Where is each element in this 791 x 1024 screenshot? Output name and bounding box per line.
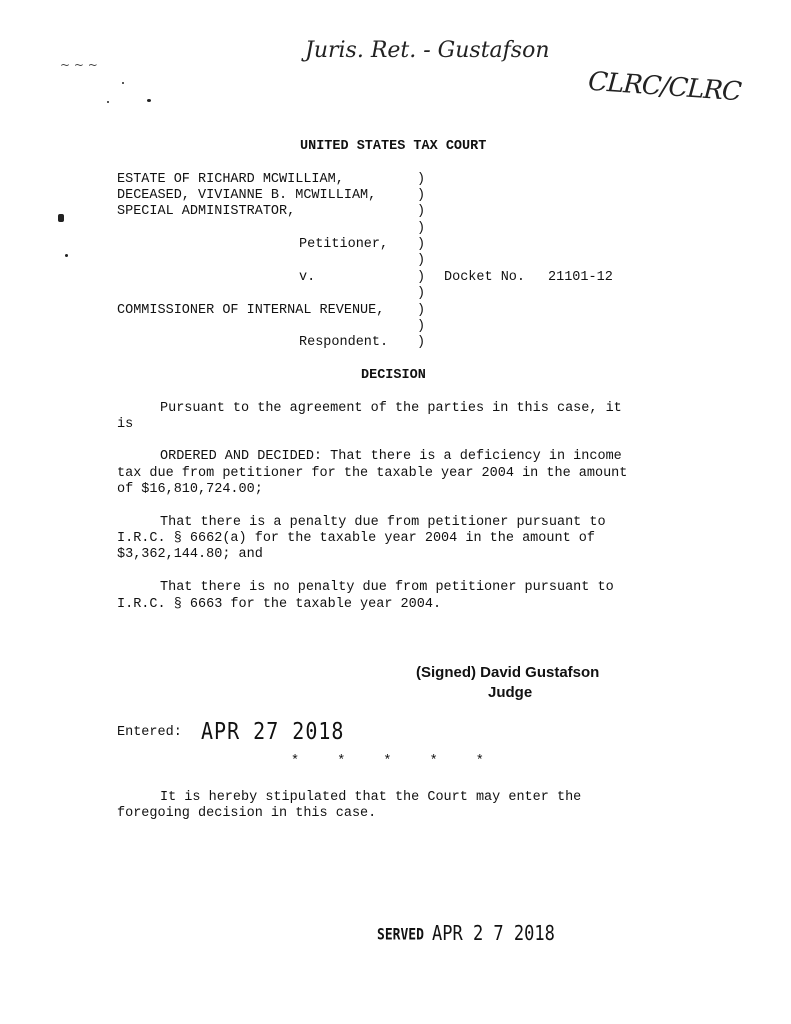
judge-title: Judge bbox=[488, 684, 533, 701]
decision-paragraph-line: of $16,810,724.00; bbox=[117, 482, 263, 497]
decision-paragraph-line: Pursuant to the agreement of the parties in this case, it bbox=[160, 401, 622, 416]
stipulation-line: foregoing decision in this case. bbox=[117, 806, 377, 821]
respondent-name: COMMISSIONER OF INTERNAL REVENUE, bbox=[117, 303, 385, 318]
court-title: UNITED STATES TAX COURT bbox=[300, 139, 487, 154]
caption-bracket: ) bbox=[417, 253, 426, 268]
handwritten-note: Juris. Ret. - Gustafson bbox=[305, 38, 550, 63]
scan-speck bbox=[58, 214, 64, 222]
decision-paragraph-line: That there is no penalty due from petitioner pursuant to bbox=[160, 580, 614, 595]
caption-bracket: ) bbox=[417, 286, 426, 301]
decision-paragraph-line: That there is a penalty due from petitioner pursuant to bbox=[160, 515, 606, 530]
petitioner-label: Petitioner, bbox=[299, 237, 389, 252]
caption-bracket: ) bbox=[417, 237, 426, 252]
caption-bracket: ) bbox=[417, 270, 426, 285]
docket-label: Docket No. bbox=[444, 270, 526, 285]
versus-label: v. bbox=[299, 270, 316, 285]
entered-label: Entered: bbox=[117, 725, 182, 740]
decision-paragraph-line: is bbox=[117, 417, 134, 432]
petitioner-line: SPECIAL ADMINISTRATOR, bbox=[117, 204, 296, 219]
caption-bracket: ) bbox=[417, 221, 426, 236]
docket-number: 21101-12 bbox=[548, 270, 613, 285]
signature-line: (Signed) David Gustafson bbox=[416, 664, 600, 681]
scan-speck bbox=[107, 101, 109, 103]
caption-bracket: ) bbox=[417, 188, 426, 203]
petitioner-line: ESTATE OF RICHARD MCWILLIAM, bbox=[117, 172, 344, 187]
caption-bracket: ) bbox=[417, 335, 426, 350]
scan-speck bbox=[65, 254, 68, 257]
petitioner-line: DECEASED, VIVIANNE B. MCWILLIAM, bbox=[117, 188, 377, 203]
served-date: APR 2 7 2018 bbox=[432, 922, 555, 946]
scan-speck bbox=[147, 99, 151, 102]
decision-paragraph-line: $3,362,144.80; and bbox=[117, 547, 263, 562]
entered-date-stamp: APR 27 2018 bbox=[201, 717, 345, 745]
caption-bracket: ) bbox=[417, 204, 426, 219]
margin-scribble: ~ ~ ~ bbox=[60, 58, 98, 72]
separator-stars: * * * * * bbox=[291, 754, 484, 769]
caption-bracket: ) bbox=[417, 319, 426, 334]
caption-bracket: ) bbox=[417, 172, 426, 187]
caption-bracket: ) bbox=[417, 303, 426, 318]
stipulation-line: It is hereby stipulated that the Court may enter the bbox=[160, 790, 582, 805]
decision-paragraph-line: I.R.C. § 6663 for the taxable year 2004. bbox=[117, 597, 442, 612]
decision-heading: DECISION bbox=[361, 368, 426, 383]
handwritten-initials: CLRC/CLRC bbox=[587, 66, 742, 108]
decision-paragraph-line: ORDERED AND DECIDED: That there is a deficiency in income bbox=[160, 449, 622, 464]
served-label: SERVED bbox=[377, 926, 424, 945]
decision-paragraph-line: tax due from petitioner for the taxable year 2004 in the amount bbox=[117, 466, 628, 481]
decision-paragraph-line: I.R.C. § 6662(a) for the taxable year 2004 in the amount of bbox=[117, 531, 595, 546]
respondent-label: Respondent. bbox=[299, 335, 389, 350]
scan-speck bbox=[122, 82, 124, 84]
